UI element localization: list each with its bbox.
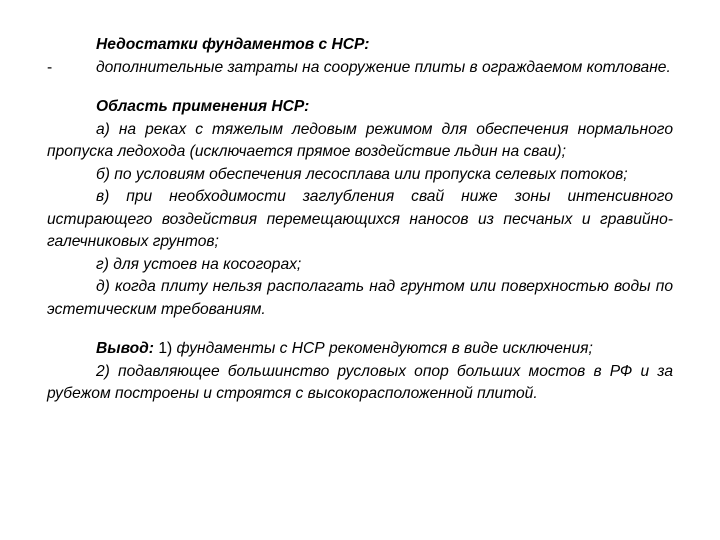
disadvantage-text: дополнительные затраты на сооружение плиты в ограждаемом котловане. — [96, 58, 671, 76]
dash-bullet: - — [47, 58, 53, 76]
application-item-c: в) при необходимости заглубления свай ниже зоны интенсивного истирающего воздействия перемещающихся наносов из песчаных и гравийно-галечниковых грунтов; — [47, 188, 673, 250]
application-item-a: а) на реках с тяжелым ледовым режимом для обеспечения нормального пропуска ледохода (исключается прямое воздействие льдин на сваи); — [47, 120, 673, 160]
spacer — [47, 321, 673, 338]
conclusion-item-2: 2) подавляющее большинство русловых опор больших мостов в РФ и за рубежом построены и строятся с высокорасположенной плитой. — [47, 362, 673, 402]
conclusion-item1-text: фундаменты с НСР рекомендуются в виде исключения; — [176, 340, 593, 357]
application-item-e: д) когда плиту нельзя располагать над грунтом или поверхностью воды по эстетическим требованиям. — [47, 278, 673, 318]
slide-text-body — [47, 34, 673, 406]
disadvantage-item — [47, 57, 673, 80]
application-item-d: г) для устоев на косогорах; — [96, 255, 302, 273]
application-item-b: б) по условиям обеспечения лесосплава или пропуска селевых потоков; — [96, 165, 628, 183]
conclusion-item1-number: 1) — [158, 340, 173, 357]
application-heading: Область применения НСР: — [96, 98, 310, 115]
disadvantages-heading: Недостатки фундаментов с НСР: — [96, 36, 370, 53]
conclusion-line-1 — [47, 338, 673, 361]
spacer — [47, 79, 673, 96]
conclusion-label: Вывод: — [96, 340, 154, 357]
